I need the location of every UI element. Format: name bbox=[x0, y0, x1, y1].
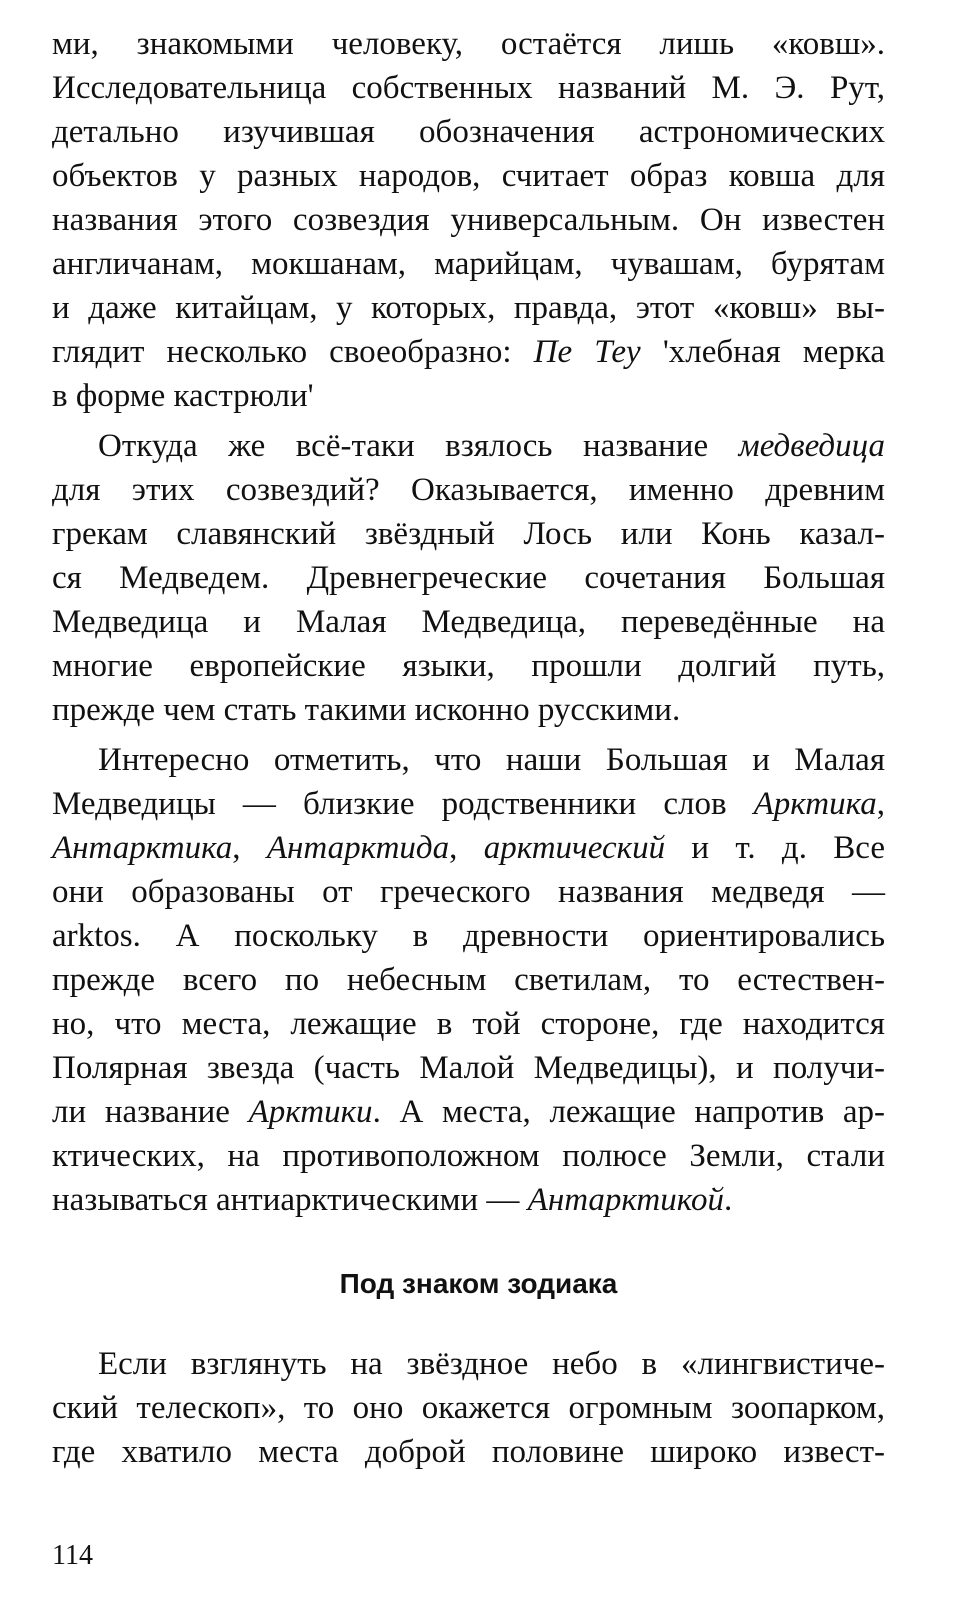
text-line: англичанам, мокшанам, марийцам, чувашам, бурятам bbox=[52, 246, 885, 282]
text-line bbox=[52, 1090, 885, 1134]
text-line: для этих созвездий? Оказывается, именно древним bbox=[52, 472, 885, 508]
text-line: ся Медведем. Древнегреческие сочетания Большая bbox=[52, 560, 885, 596]
emphasis: арктический bbox=[483, 830, 666, 866]
emphasis: Арктика bbox=[753, 786, 877, 822]
text-line bbox=[52, 330, 885, 374]
emphasis: Антарктида bbox=[266, 830, 450, 866]
text-line: Исследовательница собственных названий М. Э. Рут, bbox=[52, 70, 885, 106]
text-line: Полярная звезда (часть Малой Медведицы), и получи- bbox=[52, 1050, 885, 1086]
paragraph-first-line: Интересно отметить, что наши Большая и Малая bbox=[98, 742, 885, 778]
text-line: в форме кастрюли' bbox=[52, 378, 314, 414]
text-line bbox=[52, 826, 885, 870]
text-line: детально изучившая обозначения астрономических bbox=[52, 114, 885, 150]
emphasis: медведица bbox=[738, 428, 885, 464]
text-line: и даже китайцам, у которых, правда, этот «ковш» вы- bbox=[52, 290, 885, 326]
text-line: грекам славянский звёздный Лось или Конь казал- bbox=[52, 516, 885, 552]
text-line: ский телескоп», то оно окажется огромным зоопарком, bbox=[52, 1390, 885, 1426]
text-run: , bbox=[449, 830, 484, 866]
text-line bbox=[52, 782, 885, 826]
emphasis: Антарктика bbox=[52, 830, 233, 866]
text-line: ми, знакомыми человеку, остаётся лишь «ковш». bbox=[52, 26, 885, 62]
text-run: называться антиарктическими — bbox=[52, 1182, 528, 1218]
emphasis: Антарктикой bbox=[527, 1182, 724, 1218]
section-heading: Под знаком зодиака bbox=[339, 1268, 618, 1299]
text-run: глядит несколько своеобразно: bbox=[52, 334, 534, 370]
text-run: Медведицы — близкие родственники слов bbox=[52, 786, 754, 822]
text-line bbox=[52, 1178, 885, 1222]
text-run: Откуда же всё-таки взялось название bbox=[98, 428, 739, 464]
text-run: ли название bbox=[52, 1094, 249, 1130]
text-line: arktos. А поскольку в древности ориентировались bbox=[52, 918, 885, 954]
page-number: 114 bbox=[52, 1540, 93, 1571]
text-run: и т. д. Все bbox=[665, 830, 886, 866]
paragraph-first-line: Если взглянуть на звёздное небо в «лингвистиче- bbox=[98, 1346, 885, 1382]
emphasis: Арктики bbox=[248, 1094, 373, 1130]
text-line: где хватило места доброй половине широко извест- bbox=[52, 1434, 885, 1470]
text-line: многие европейские языки, прошли долгий путь, bbox=[52, 648, 885, 684]
text-line: но, что места, лежащие в той стороне, где находится bbox=[52, 1006, 885, 1042]
text-run: 'хлебная мерка bbox=[640, 334, 885, 370]
text-line: Медведица и Малая Медведица, переведённые на bbox=[52, 604, 885, 640]
emphasis: Пе Теу bbox=[533, 334, 641, 370]
text-line: прежде чем стать такими исконно русскими. bbox=[52, 692, 681, 728]
text-line: ктических, на противоположном полюсе Земли, стали bbox=[52, 1138, 885, 1174]
text-run: , bbox=[876, 786, 885, 822]
text-line: объектов у разных народов, считает образ ковша для bbox=[52, 158, 885, 194]
text-run: . bbox=[723, 1182, 733, 1218]
text-run: . А места, лежащие напротив ар- bbox=[372, 1094, 885, 1130]
paragraph-first-line bbox=[98, 424, 885, 468]
text-run: , bbox=[232, 830, 267, 866]
text-line: названия этого созвездия универсальным. Он известен bbox=[52, 202, 885, 238]
text-line: прежде всего по небесным светилам, то естествен- bbox=[52, 962, 885, 998]
text-line: они образованы от греческого названия медведя — bbox=[52, 874, 885, 910]
